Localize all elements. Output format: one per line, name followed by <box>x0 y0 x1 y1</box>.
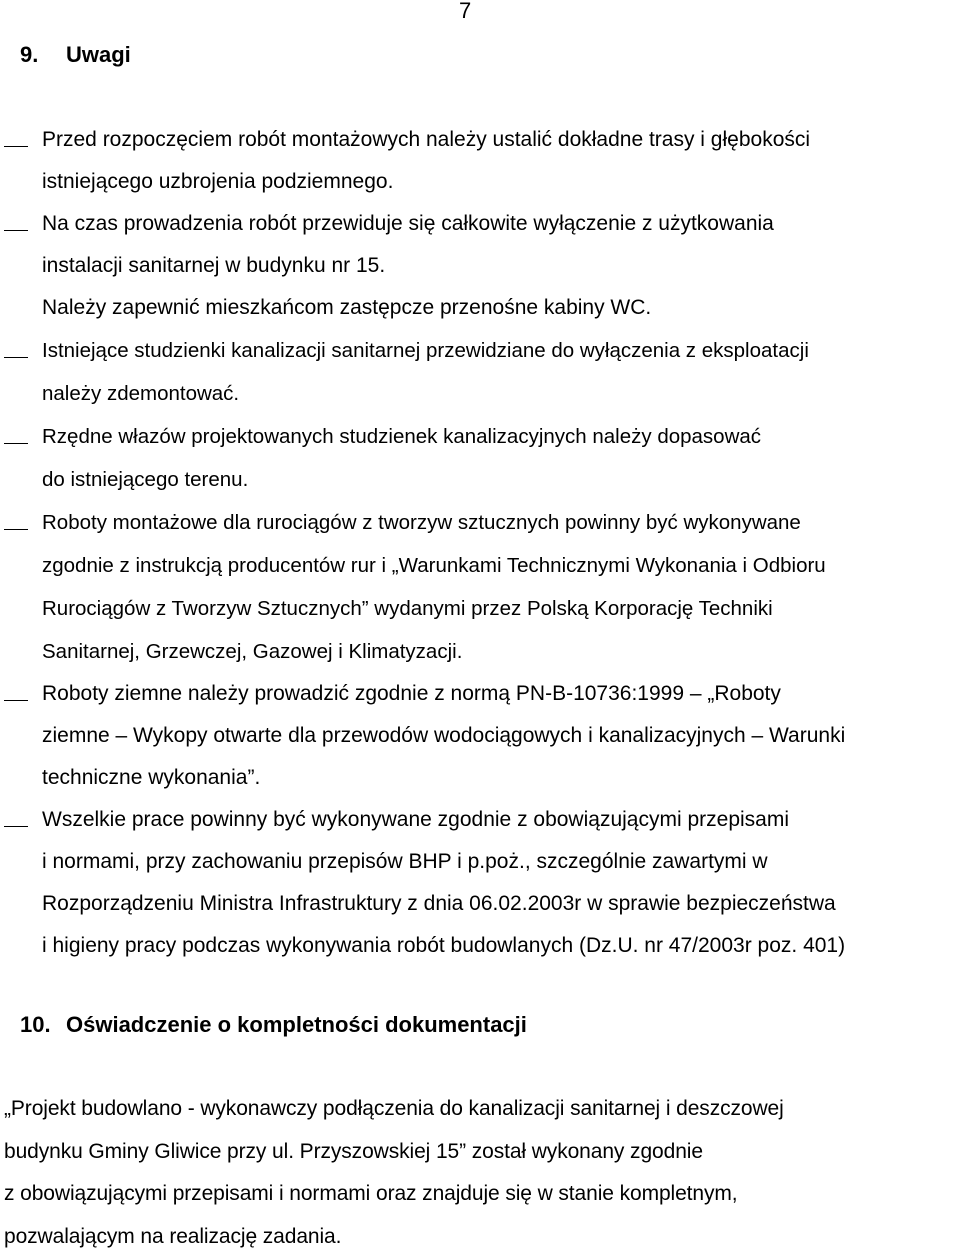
text-line: Roboty ziemne należy prowadzić zgodnie z normą PN-B-10736:1999 – „Roboty <box>42 673 960 715</box>
dash-bullet-icon <box>4 700 28 701</box>
text-line: z obowiązującymi przepisami i normami oraz znajduje się w stanie kompletnym, <box>4 1173 954 1216</box>
text-line: pozwalającym na realizację zadania. <box>4 1216 954 1258</box>
text-line: Wszelkie prace powinny być wykonywane zgodnie z obowiązującymi przepisami <box>42 799 960 841</box>
dash-bullet-icon <box>4 529 28 530</box>
text-line: Należy zapewnić mieszkańcom zastępcze przenośne kabiny WC. <box>42 287 960 329</box>
text-line: instalacji sanitarnej w budynku nr 15. <box>42 245 960 287</box>
list-item <box>0 415 960 501</box>
completeness-statement <box>4 1088 954 1258</box>
text-line: i higieny pracy podczas wykonywania robót budowlanych (Dz.U. nr 47/2003r poz. 401) <box>42 925 960 967</box>
list-item <box>0 203 960 329</box>
text-line: należy zdemontować. <box>42 372 960 415</box>
text-line: i normami, przy zachowaniu przepisów BHP i p.poż., szczególnie zawartymi w <box>42 841 960 883</box>
dash-bullet-icon <box>4 146 28 147</box>
text-line: Przed rozpoczęciem robót montażowych należy ustalić dokładne trasy i głębokości <box>42 119 960 161</box>
text-line: Sanitarnej, Grzewczej, Gazowej i Klimatyzacji. <box>42 630 960 673</box>
section-number: 10. <box>20 1012 66 1038</box>
text-line: Rzędne włazów projektowanych studzienek kanalizacyjnych należy dopasować <box>42 415 960 458</box>
dash-bullet-icon <box>4 230 28 231</box>
text-line: istniejącego uzbrojenia podziemnego. <box>42 161 960 203</box>
section-title: Oświadczenie o kompletności dokumentacji <box>66 1012 527 1037</box>
text-line: zgodnie z instrukcją producentów rur i „Warunkami Technicznymi Wykonania i Odbioru <box>42 544 960 587</box>
text-line: ziemne – Wykopy otwarte dla przewodów wodociągowych i kanalizacyjnych – Warunki <box>42 715 960 757</box>
section-title: Uwagi <box>66 42 131 67</box>
list-item <box>0 119 960 203</box>
page-number: 7 <box>459 0 471 24</box>
list-item <box>0 799 960 967</box>
text-line: budynku Gminy Gliwice przy ul. Przyszowskiej 15” został wykonany zgodnie <box>4 1131 954 1174</box>
list-item <box>0 673 960 799</box>
text-line: „Projekt budowlano - wykonawczy podłączenia do kanalizacji sanitarnej i deszczowej <box>4 1088 954 1131</box>
text-line: Na czas prowadzenia robót przewiduje się całkowite wyłączenie z użytkowania <box>42 203 960 245</box>
dash-bullet-icon <box>4 826 28 827</box>
text-line: Roboty montażowe dla rurociągów z tworzyw sztucznych powinny być wykonywane <box>42 501 960 544</box>
list-item <box>0 501 960 673</box>
text-line: do istniejącego terenu. <box>42 458 960 501</box>
text-line: Rurociągów z Tworzyw Sztucznych” wydanymi przez Polską Korporację Techniki <box>42 587 960 630</box>
dash-bullet-icon <box>4 443 28 444</box>
section-10-heading <box>20 1012 527 1038</box>
section-9-heading <box>20 42 131 68</box>
list-item <box>0 329 960 415</box>
text-line: techniczne wykonania”. <box>42 757 960 799</box>
remarks-list <box>0 119 960 967</box>
text-line: Istniejące studzienki kanalizacji sanitarnej przewidziane do wyłączenia z eksploatacji <box>42 329 960 372</box>
text-line: Rozporządzeniu Ministra Infrastruktury z dnia 06.02.2003r w sprawie bezpieczeństwa <box>42 883 960 925</box>
section-number: 9. <box>20 42 66 68</box>
dash-bullet-icon <box>4 357 28 358</box>
